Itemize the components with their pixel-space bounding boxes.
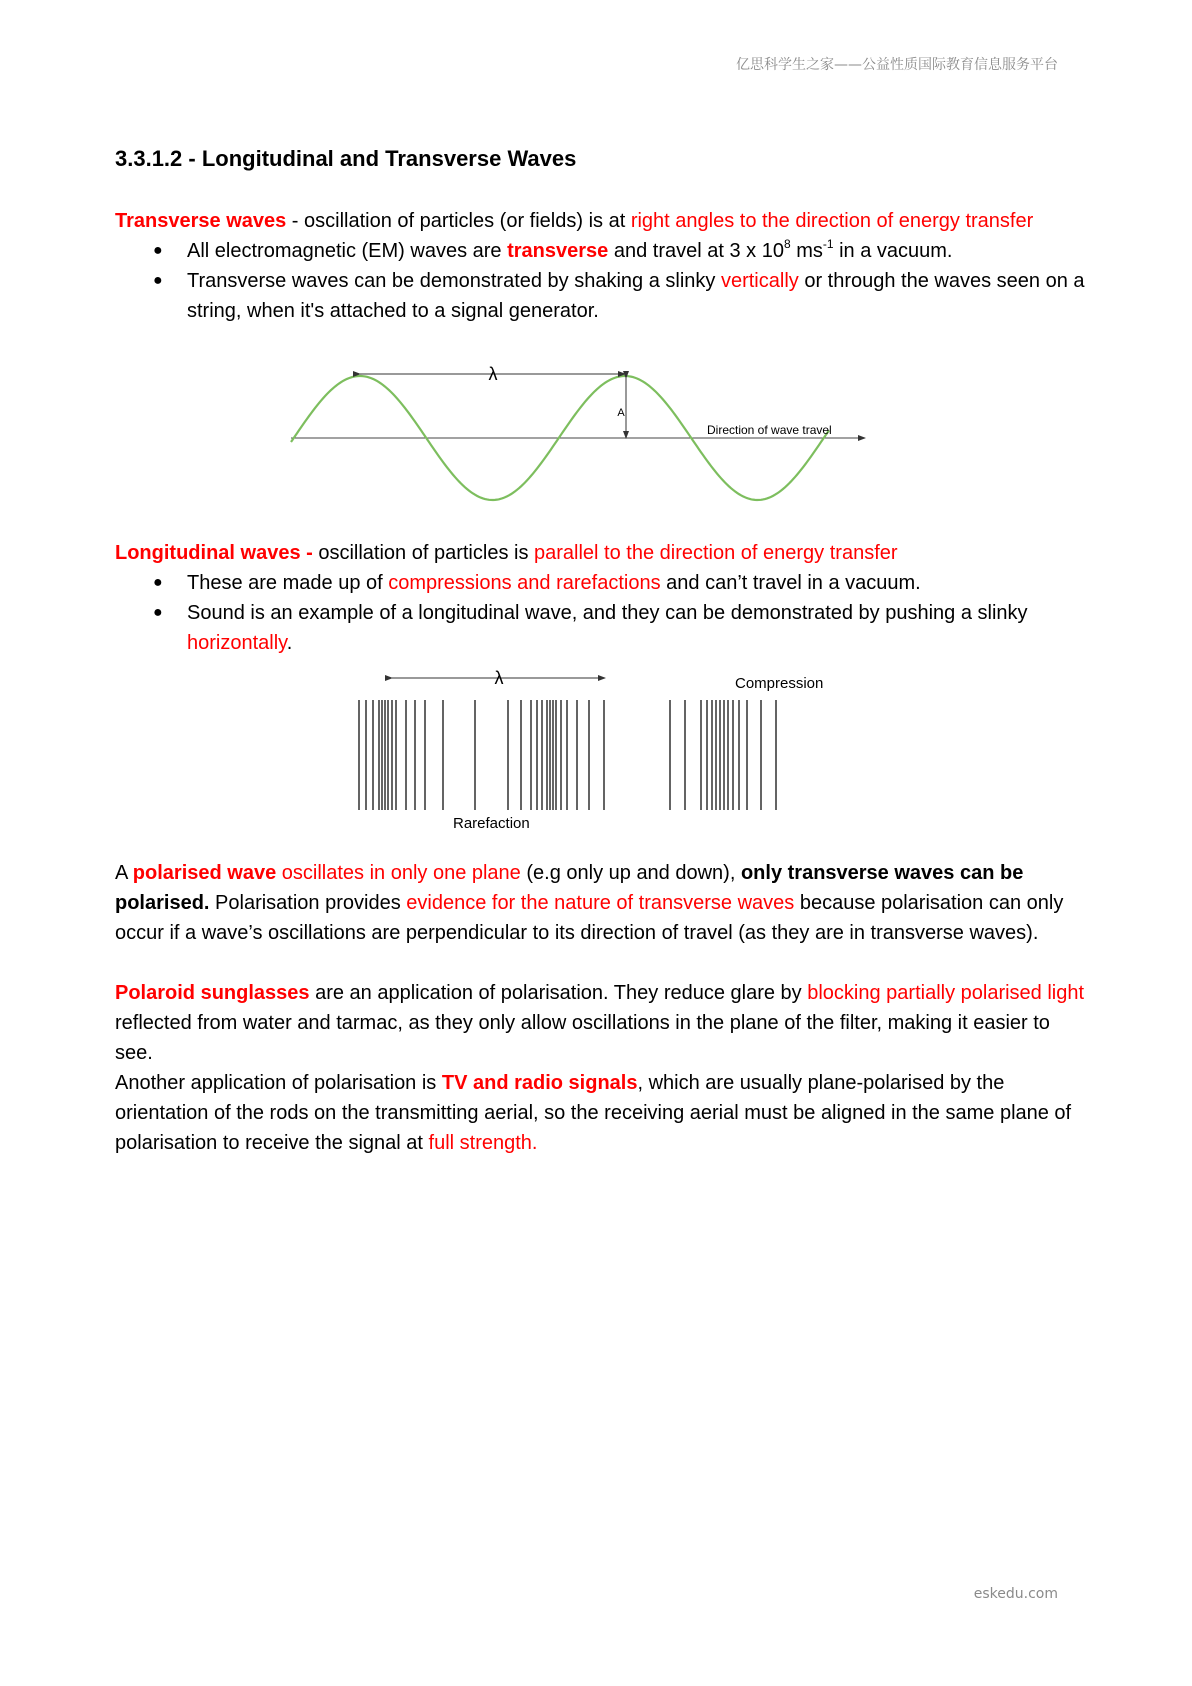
wavelength-label: λ: [494, 668, 504, 688]
amplitude-label: A: [617, 407, 625, 419]
transverse-def-highlight: right angles to the direction of energy transfer: [630, 210, 1034, 232]
longitudinal-lines: [359, 700, 776, 810]
wavelength-label: λ: [488, 364, 498, 384]
page-header: 亿思科学生之家——公益性质国际教育信息服务平台: [736, 57, 1058, 73]
compression-label: Compression: [735, 675, 824, 692]
longitudinal-bullets: [115, 568, 1085, 658]
section-title: 3.3.1.2 - Longitudinal and Transverse Waves: [115, 146, 577, 171]
transverse-def-text: - oscillation of particles (or fields) is at: [286, 210, 631, 232]
list-item: ● These are made up of compressions and rarefactions and can’t travel in a vacuum.: [115, 568, 1085, 598]
longitudinal-def-highlight: parallel to the direction of energy transfer: [534, 542, 898, 564]
list-item: ● All electromagnetic (EM) waves are transverse and travel at 3 x $10^8$ $ms^{-1}$ in a vacuum.: [115, 236, 1085, 266]
longitudinal-term: Longitudinal waves -: [115, 542, 313, 564]
polarisation-paragraph: A polarised wave oscillates in only one plane (e.g only up and down), only transverse waves can be polarised. Polarisation provides evidence for the nature of transverse waves because polarisation can only occur if a wave’s oscillations are perpendicular to its direction of travel (as they are in transverse waves).: [115, 862, 1064, 944]
page-footer: eskedu.com: [973, 1586, 1058, 1602]
longitudinal-definition: Longitudinal waves - oscillation of particles is parallel to the direction of energy transfer: [115, 542, 898, 564]
transverse-definition: [115, 206, 1085, 236]
list-item: ● Transverse waves can be demonstrated by shaking a slinky vertically or through the waves seen on a string, when it's attached to a signal generator.: [115, 266, 1085, 326]
transverse-wave-diagram: [115, 326, 1085, 538]
direction-label: Direction of wave travel: [707, 423, 832, 437]
rarefaction-label: Rarefaction: [453, 815, 530, 832]
longitudinal-wave-svg: [115, 658, 1085, 858]
longitudinal-wave-diagram: [115, 658, 1085, 858]
polaroid-paragraph: Polaroid sunglasses are an application of polarisation. They reduce glare by blocking partially polarised light reflected from water and tarmac, as they only allow oscillations in the plane of the filter, making it easier to see.: [115, 982, 1085, 1064]
transverse-wave-svg: [115, 326, 1085, 538]
transverse-term: Transverse waves: [115, 210, 287, 232]
list-item: ● Sound is an example of a longitudinal wave, and they can be demonstrated by pushing a slinky horizontally.: [115, 598, 1085, 658]
tv-radio-paragraph: Another application of polarisation is TV and radio signals, which are usually plane-polarised by the orientation of the rods on the transmitting aerial, so the receiving aerial must be aligned in the same plane of polarisation to receive the signal at full strength.: [115, 1072, 1072, 1154]
document-body: [115, 142, 1085, 1158]
transverse-bullets: [115, 236, 1085, 326]
